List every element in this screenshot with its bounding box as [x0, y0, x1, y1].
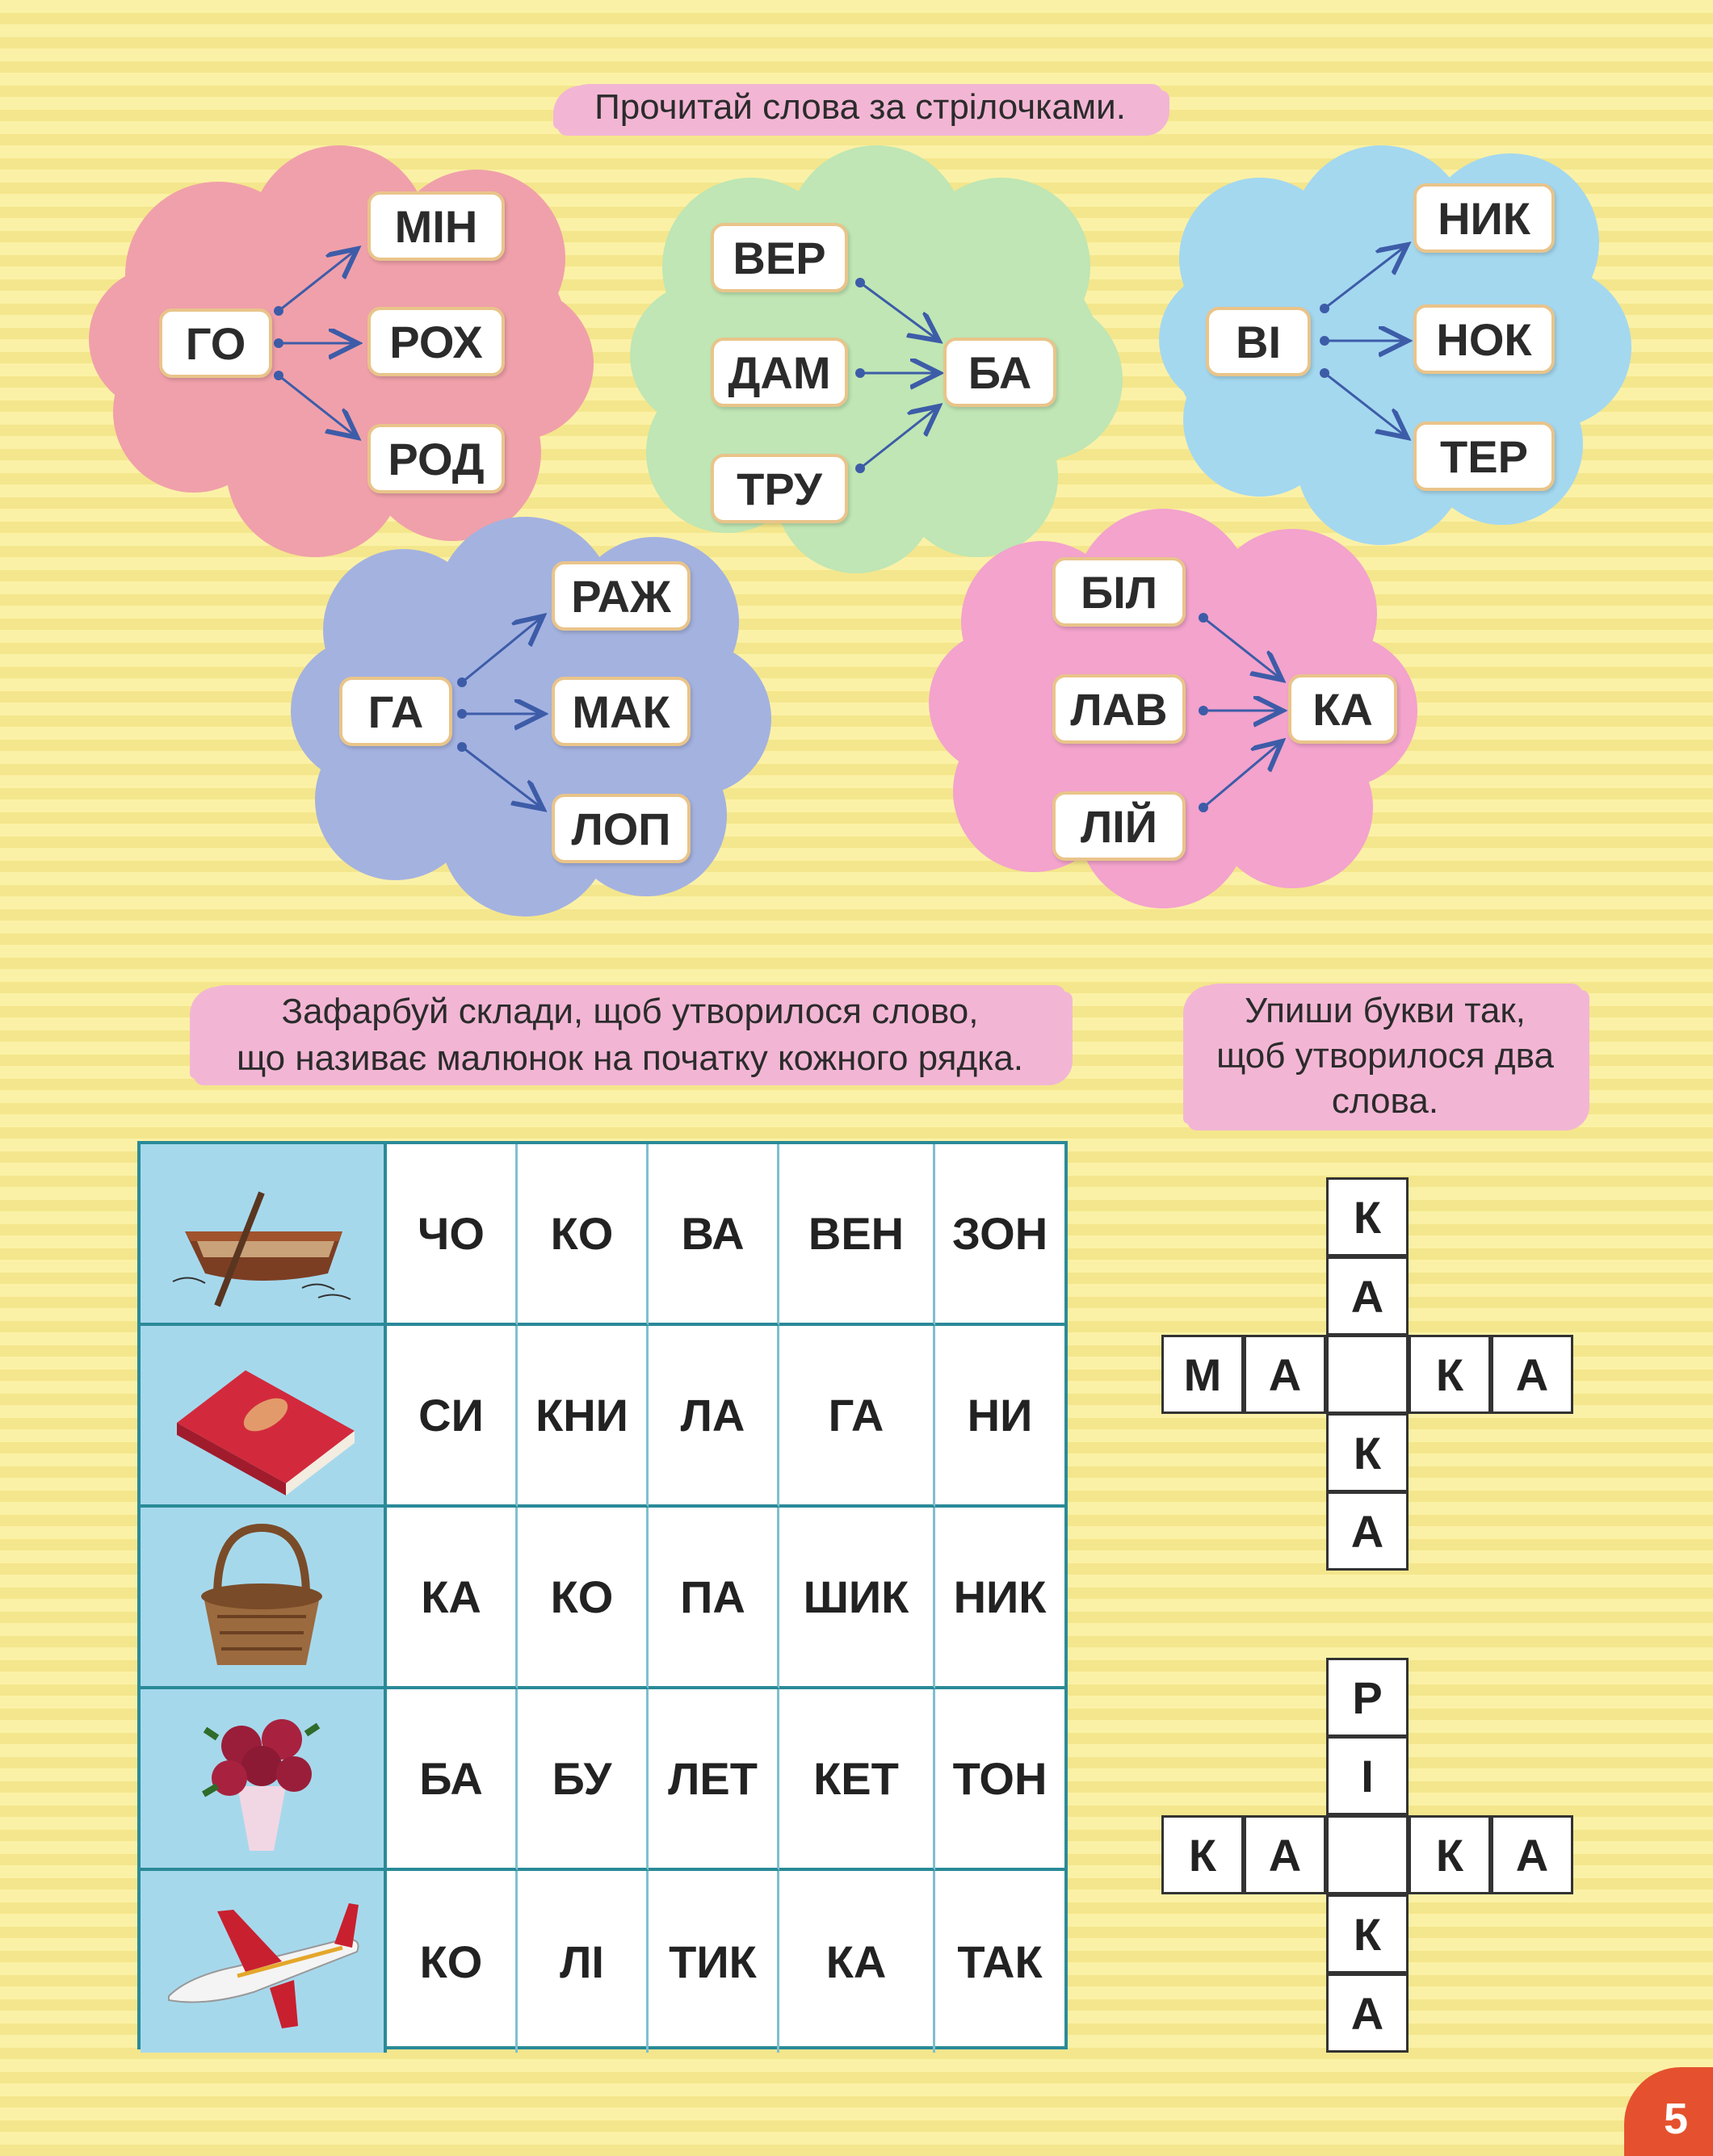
syllable-cell[interactable]: КЕТ: [779, 1689, 935, 1871]
instruction-color-syllables: [194, 985, 1066, 1085]
syllable-tile: ГО: [159, 308, 272, 378]
syllable-tile: ТЕР: [1413, 422, 1555, 491]
table-row: [141, 1689, 1064, 1871]
syllable-cell[interactable]: СИ: [387, 1326, 518, 1508]
syllable-tile: МАК: [552, 677, 691, 746]
crossword-cell: А: [1326, 1491, 1409, 1571]
crossword-blank-cell[interactable]: [1326, 1815, 1409, 1894]
instruction-line: щоб утворилося два: [1216, 1036, 1554, 1076]
syllable-tile: ЛАВ: [1052, 674, 1186, 744]
syllable-cell[interactable]: ЧО: [387, 1144, 518, 1326]
crossword-blank-cell[interactable]: [1326, 1335, 1409, 1414]
table-row: [141, 1871, 1064, 2053]
syllable-cell[interactable]: НИ: [935, 1326, 1064, 1508]
table-row: [141, 1326, 1064, 1508]
syllable-cell[interactable]: КНИ: [518, 1326, 649, 1508]
syllable-tile: НОК: [1413, 304, 1555, 374]
syllable-tile: КА: [1288, 674, 1397, 744]
syllable-cell[interactable]: ЛЕТ: [649, 1689, 779, 1871]
syllable-cell[interactable]: ЛІ: [518, 1871, 649, 2053]
crossword-cell: Р: [1326, 1658, 1409, 1737]
instruction-line: слова.: [1331, 1081, 1439, 1121]
syllable-cell[interactable]: БА: [387, 1689, 518, 1871]
instruction-line: Зафарбуй склади, щоб утворилося слово,: [281, 992, 979, 1031]
syllable-cell[interactable]: ТИК: [649, 1871, 779, 2053]
crossword-cell: К: [1326, 1177, 1409, 1256]
syllable-tile: ВЕР: [711, 223, 848, 292]
bouquet-icon: [141, 1689, 387, 1871]
crossword-cell: А: [1491, 1815, 1573, 1894]
instruction-line: Упиши букви так,: [1245, 991, 1526, 1030]
syllable-tile: ТРУ: [711, 454, 848, 523]
syllable-tile: ВІ: [1206, 307, 1311, 376]
syllable-cell[interactable]: КО: [387, 1871, 518, 2053]
syllable-tile: ДАМ: [711, 338, 848, 407]
instruction-read-words: Прочитай слова за стрілочками.: [557, 84, 1163, 136]
syllable-cell[interactable]: ВЕН: [779, 1144, 935, 1326]
syllable-cell[interactable]: БУ: [518, 1689, 649, 1871]
syllable-tile: НИК: [1413, 183, 1555, 253]
syllable-cell[interactable]: КО: [518, 1144, 649, 1326]
syllable-tile: ЛІЙ: [1052, 791, 1186, 861]
crossword-cell: К: [1326, 1894, 1409, 1974]
syllable-cell[interactable]: ТАК: [957, 1936, 1043, 1987]
airplane-icon: [141, 1871, 387, 2053]
crossword-cell: А: [1491, 1335, 1573, 1414]
syllable-tile: РОХ: [367, 307, 505, 376]
table-row: [141, 1144, 1064, 1326]
syllable-cell[interactable]: ЛА: [649, 1326, 779, 1508]
table-row: [141, 1508, 1064, 1689]
syllable-cell[interactable]: ТОН: [935, 1689, 1064, 1871]
crossword-cell: А: [1326, 1974, 1409, 2053]
syllable-tile: ЛОП: [552, 794, 691, 863]
crossword-cell: К: [1409, 1815, 1491, 1894]
syllable-tile: БА: [943, 338, 1056, 407]
syllable-tile: ГА: [339, 677, 452, 746]
book-icon: [141, 1326, 387, 1508]
page-number: 5: [1624, 2067, 1713, 2156]
syllable-tile: МІН: [367, 191, 505, 261]
crossword-cell: М: [1161, 1335, 1244, 1414]
syllable-cell[interactable]: ГА: [779, 1326, 935, 1508]
syllable-grid: [137, 1141, 1068, 2049]
syllable-cell[interactable]: КА: [387, 1508, 518, 1689]
syllable-tile: БІЛ: [1052, 557, 1186, 627]
instruction-line: що називає малюнок на початку кожного рядка.: [236, 1038, 1024, 1078]
syllable-cell[interactable]: ПА: [649, 1508, 779, 1689]
syllable-tile: РОД: [367, 424, 505, 493]
crossword-cell: К: [1409, 1335, 1491, 1414]
syllable-cell[interactable]: КО: [518, 1508, 649, 1689]
crossword-cell: А: [1244, 1815, 1326, 1894]
crossword-cell: К: [1326, 1413, 1409, 1492]
syllable-cell[interactable]: ВА: [649, 1144, 779, 1326]
crossword-cell: І: [1326, 1736, 1409, 1815]
syllable-cell[interactable]: ШИК: [779, 1508, 935, 1689]
crossword-cell: А: [1244, 1335, 1326, 1414]
syllable-tile: РАЖ: [552, 561, 691, 631]
instruction-fill-letters: [1187, 984, 1583, 1130]
syllable-cell[interactable]: НИК: [935, 1508, 1064, 1689]
basket-icon: [141, 1508, 387, 1689]
syllable-cell[interactable]: ЗОН: [935, 1144, 1064, 1326]
syllable-cell[interactable]: КА: [779, 1871, 935, 2053]
boat-icon: [141, 1144, 387, 1326]
crossword-cell: К: [1161, 1815, 1244, 1894]
crossword-cell: А: [1326, 1256, 1409, 1336]
